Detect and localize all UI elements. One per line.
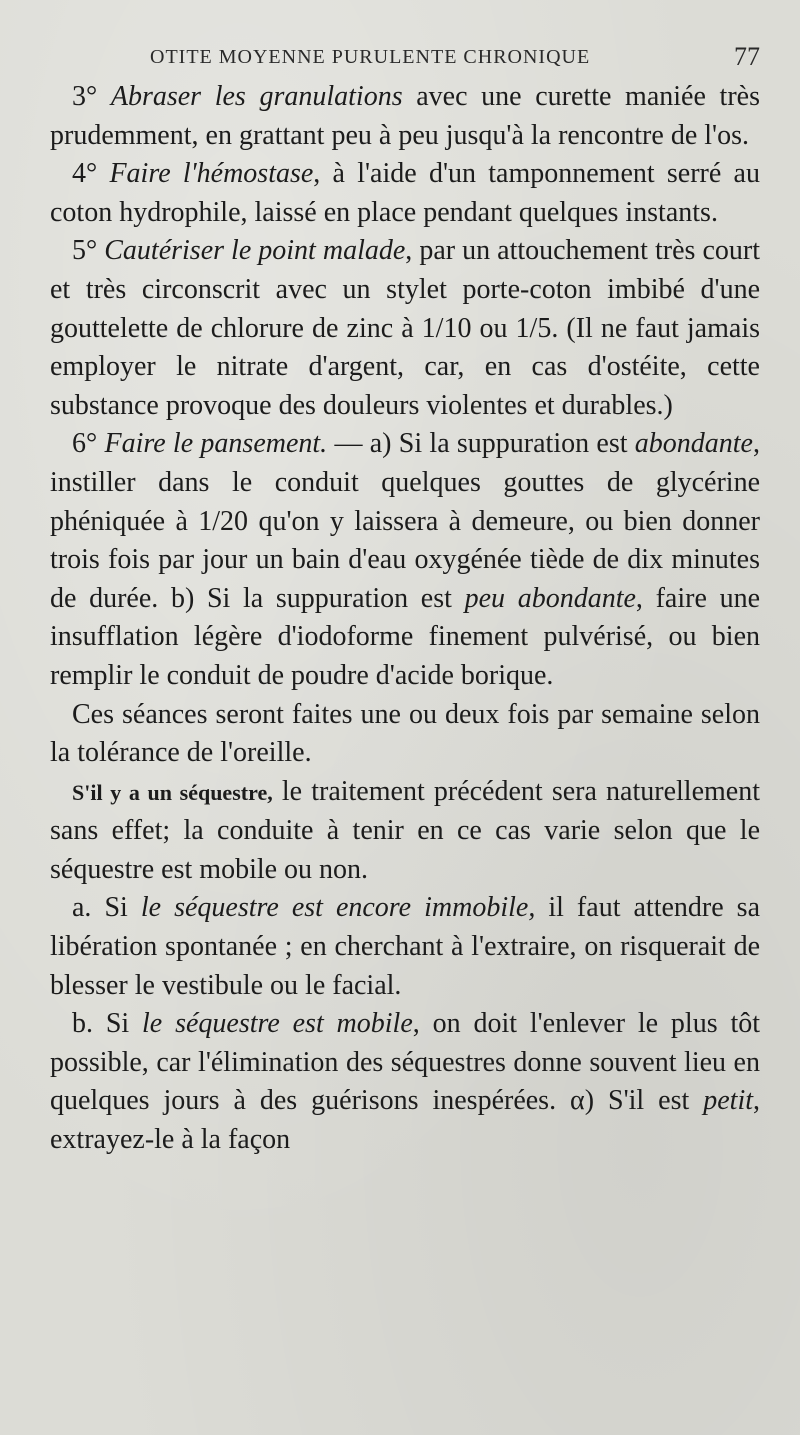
paragraph-sequestre xyxy=(50,773,760,890)
case-text: , extrayez-le à la façon xyxy=(50,1085,760,1156)
step-number: 5° xyxy=(72,235,105,267)
step-title: Faire le pansement. xyxy=(104,428,328,460)
step-number: 4° xyxy=(72,158,110,190)
step-text: — a) Si la suppuration est xyxy=(327,428,635,460)
step-number: 6° xyxy=(72,428,105,460)
case-text: il faut attendre sa libération spontanée ; en cherchant à l'extraire, on risquerait de blesser le vestibule ou le facial. xyxy=(50,892,761,1001)
paragraph-case-b xyxy=(50,1005,760,1159)
step-text: , faire une insufflation légère d'iodoforme finement pulvérisé, ou bien remplir le conduit de poudre d'acide borique. xyxy=(50,582,760,691)
page-number: 77 xyxy=(734,42,760,71)
case-title: le séquestre est mobile xyxy=(142,1008,413,1040)
step-title: Cautériser le point malade xyxy=(104,235,406,267)
paragraph-step-6 xyxy=(50,425,760,695)
step-title: Abraser les granulations xyxy=(110,81,403,112)
paragraph-text: le traitement précédent sera naturellement sans effet; la conduite à tenir en ce cas varie selon que le séquestre est mobile ou non. xyxy=(50,775,760,885)
case-title: le séquestre est encore immobile, xyxy=(140,892,536,924)
paragraph-step-3 xyxy=(50,78,760,155)
running-head: OTITE MOYENNE PURULENTE CHRONIQUE xyxy=(150,46,591,68)
step-text: avec une curette maniée très prudemment, en grattant peu à peu jusqu'à la rencontre de l'os. xyxy=(50,81,760,151)
case-emphasis: petit xyxy=(703,1085,753,1117)
case-text: , on doit l'enlever le plus tôt possible, car l'élimination des séquestres donne souvent lieu en quelques jours à des guérisons inespérées. α) S'il est xyxy=(50,1008,761,1117)
paragraph-step-4 xyxy=(50,155,760,232)
step-number: 3° xyxy=(72,81,111,112)
step-text: , par un attouchement très court et très circonscrit avec un stylet porte-coton imbibé d'une gouttelette de chlorure de zinc à 1/10 ou 1/5. (Il ne faut jamais employer le nitrate d'argent, car, en cas d'ostéite, cette substance provoque des douleurs violentes et durables.) xyxy=(50,235,760,421)
step-emphasis: peu abondante xyxy=(464,582,636,614)
step-title: Faire l'hémostase xyxy=(109,158,314,190)
paragraph-case-a xyxy=(50,889,760,1005)
paragraph-sessions xyxy=(50,696,760,773)
paragraph-text: Ces séances seront faites une ou deux fois par semaine selon la tolérance de l'oreille. xyxy=(50,698,760,769)
page-body xyxy=(50,78,760,1160)
page-header xyxy=(50,38,760,78)
paragraph-step-5 xyxy=(50,232,760,425)
case-label: a. Si xyxy=(72,892,141,924)
case-label: b. Si xyxy=(72,1008,143,1040)
sequestre-heading: S'il y a un séquestre, xyxy=(72,779,273,805)
step-text: , à l'aide d'un tamponnement serré au coton hydrophile, laissé en place pendant quelques instants. xyxy=(50,158,760,228)
step-emphasis: abondante xyxy=(634,428,753,460)
step-text: , instiller dans le conduit quelques gouttes de glycérine phéniquée à 1/20 qu'on y laissera à demeure, ou bien donner trois fois par jour un bain d'eau oxygénée tiède de dix minutes de durée. b) Si la suppuration est xyxy=(50,428,760,614)
